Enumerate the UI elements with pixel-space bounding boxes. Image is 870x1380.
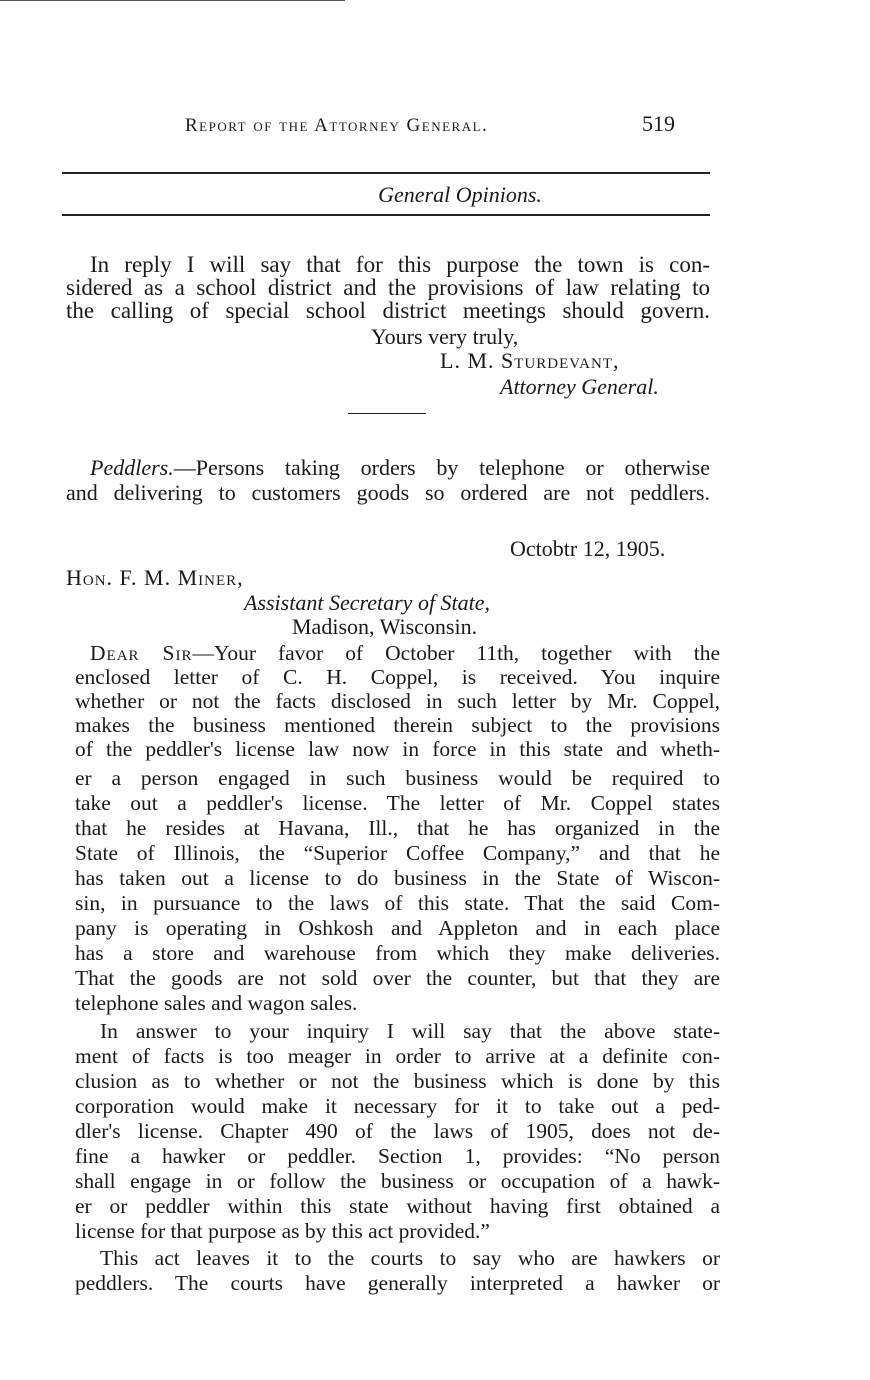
signature-title: Attorney General. <box>500 374 659 399</box>
letter-body-line: State of Illinois, the “Superior Coffee Company,” and that he <box>75 841 720 865</box>
addressee-title: Assistant Secretary of State, <box>244 590 491 615</box>
letter-body-line: corporation would make it necessary for it to take out a ped- <box>75 1094 720 1118</box>
letter-body-line: of the peddler's license law now in force in this state and wheth- <box>75 737 720 761</box>
letter-body-line: ment of facts is too meager in order to arrive at a definite con- <box>75 1044 720 1068</box>
section-title: General Opinions. <box>378 182 542 207</box>
header-rule-bottom <box>62 214 710 216</box>
header-rule-top <box>62 172 710 174</box>
running-head: Report of the Attorney General. <box>185 115 489 136</box>
letter-body-line-0-rest: —Your favor of October 11th, together with the <box>192 641 720 665</box>
letter-body-line: take out a peddler's license. The letter of Mr. Coppel states <box>75 791 720 815</box>
letter-body-line: license for that purpose as by this act provided.” <box>75 1219 490 1243</box>
letter-body-line-0 <box>90 640 720 666</box>
letter-body-line: shall engage in or follow the business or occupation of a hawk- <box>75 1169 720 1193</box>
letter-body-line: er a person engaged in such business would be required to <box>75 766 720 790</box>
letter-body-line: pany is operating in Oshkosh and Appleton and in each place <box>75 916 720 940</box>
letter-salutation: Dear Sir <box>90 641 193 665</box>
addressee-name: Hon. F. M. Miner, <box>66 565 244 590</box>
signature-name: L. M. Sturdevant, <box>440 348 620 373</box>
page-number: 519 <box>642 111 675 136</box>
letter-body-line: makes the business mentioned therein subject to the provisions <box>75 713 720 737</box>
letter-body-line: er or peddler within this state without having first obtained a <box>75 1194 720 1218</box>
headnote-line-2: and delivering to customers goods so ordered are not peddlers. <box>66 480 710 505</box>
letter-body-line: has a store and warehouse from which they make deliveries. <box>75 941 720 965</box>
letter-body-line: has taken out a license to do business in the State of Wiscon- <box>75 866 720 890</box>
top-edge-rule <box>0 0 345 1</box>
letter-body-line: That the goods are not sold over the counter, but that they are <box>75 966 720 990</box>
letter-body-line: This act leaves it to the courts to say who are hawkers or <box>100 1246 720 1270</box>
addressee-location: Madison, Wisconsin. <box>292 614 478 639</box>
letter-body-line: that he resides at Havana, Ill., that he has organized in the <box>75 816 720 840</box>
closing-line-2: sidered as a school district and the provisions of law relating to <box>66 275 710 300</box>
headnote-line-1-rest: —Persons taking orders by telephone or otherwise <box>173 455 710 480</box>
letter-body-line: In answer to your inquiry I will say that the above state- <box>100 1019 720 1043</box>
closing-line-3: the calling of special school district meetings should govern. <box>66 298 710 323</box>
letter-body-line: telephone sales and wagon sales. <box>75 991 358 1015</box>
opinion-separator <box>348 413 426 414</box>
signature-salutation: Yours very truly, <box>371 324 519 349</box>
letter-body-line: enclosed letter of C. H. Coppel, is received. You inquire <box>75 665 720 689</box>
headnote-line-1 <box>90 455 710 481</box>
letter-body-line: whether or not the facts disclosed in such letter by Mr. Coppel, <box>75 689 720 713</box>
letter-body-line: sin, in pursuance to the laws of this state. That the said Com- <box>75 891 720 915</box>
letter-body-line: clusion as to whether or not the business which is done by this <box>75 1069 720 1093</box>
closing-line-1: In reply I will say that for this purpose the town is con- <box>90 252 710 277</box>
letter-date: Octobtr 12, 1905. <box>510 536 666 561</box>
headnote-label: Peddlers. <box>90 455 174 480</box>
letter-body-line: fine a hawker or peddler. Section 1, provides: “No person <box>75 1144 720 1168</box>
letter-body-line: peddlers. The courts have generally interpreted a hawker or <box>75 1271 720 1295</box>
letter-body-line: dler's license. Chapter 490 of the laws of 1905, does not de- <box>75 1119 720 1143</box>
